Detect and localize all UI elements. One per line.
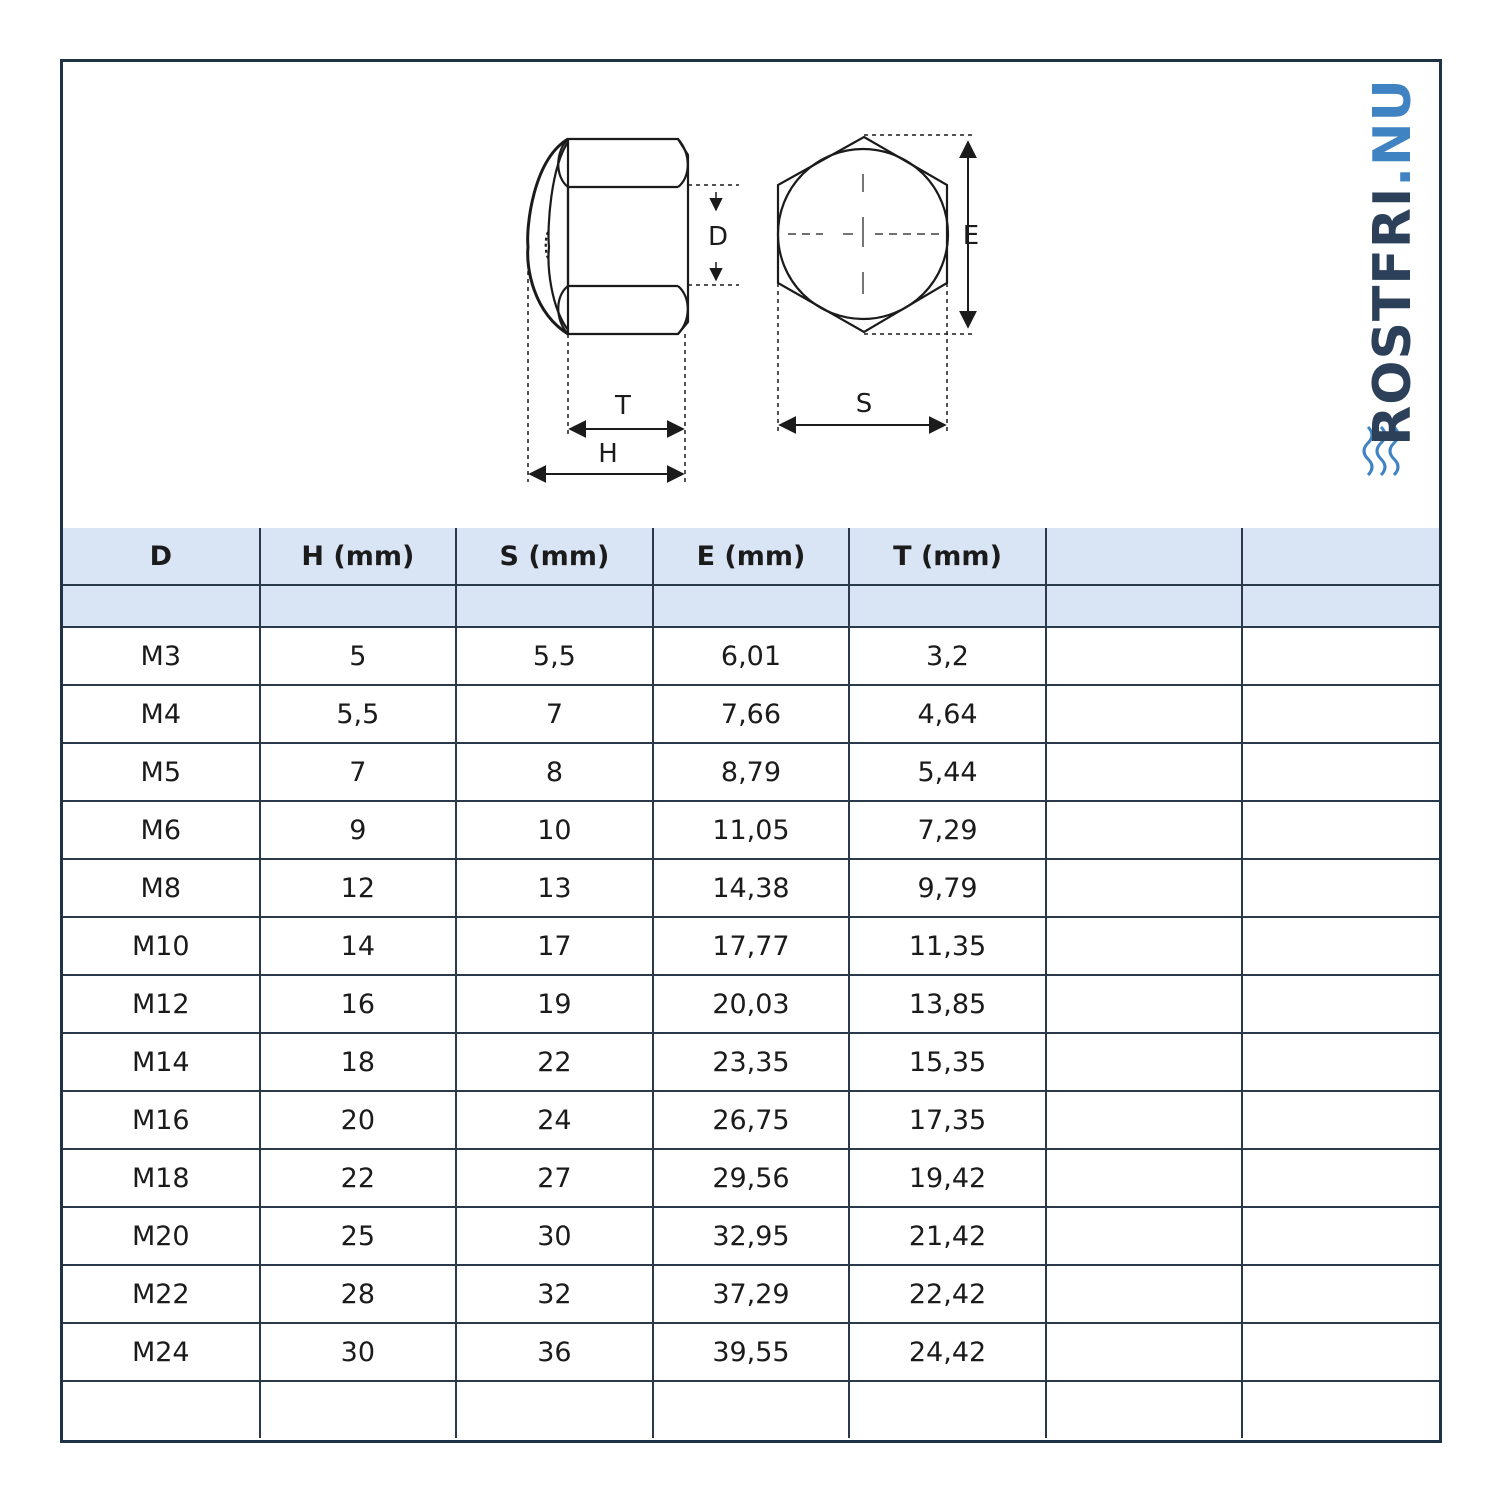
cell-blank-2: [1242, 743, 1439, 801]
side-view: [528, 139, 688, 334]
cap-nut-drawing: [63, 62, 1439, 528]
label-t: T: [615, 391, 631, 421]
cell-blank-1: [1046, 1033, 1243, 1091]
table-row: [63, 1265, 1439, 1323]
top-view: [778, 137, 948, 332]
cell-s: 8: [456, 743, 653, 801]
cell-d: M24: [63, 1323, 260, 1381]
cell-s: 17: [456, 917, 653, 975]
cell-d: M6: [63, 801, 260, 859]
header-d: D: [63, 528, 260, 585]
cell-e: 26,75: [653, 1091, 850, 1149]
cell-h: 7: [260, 743, 457, 801]
cell-s: 5,5: [456, 627, 653, 685]
subheader-cell: [456, 585, 653, 627]
cell-t: 11,35: [849, 917, 1046, 975]
table-body: [63, 627, 1439, 1438]
cell-blank-1: [1046, 859, 1243, 917]
cell-s: [456, 1381, 653, 1438]
cell-d: M8: [63, 859, 260, 917]
cell-t: 9,79: [849, 859, 1046, 917]
cell-s: 19: [456, 975, 653, 1033]
cell-blank-1: [1046, 917, 1243, 975]
cell-blank-2: [1242, 1149, 1439, 1207]
cell-blank-1: [1046, 801, 1243, 859]
table-row: [63, 1033, 1439, 1091]
cell-e: 7,66: [653, 685, 850, 743]
label-e: E: [962, 221, 980, 251]
table-subheader-row: [63, 585, 1439, 627]
label-d: D: [707, 222, 729, 252]
cell-h: 14: [260, 917, 457, 975]
cell-d: M22: [63, 1265, 260, 1323]
cell-blank-2: [1242, 1033, 1439, 1091]
cell-h: 12: [260, 859, 457, 917]
cell-blank-1: [1046, 1091, 1243, 1149]
table-row: [63, 1091, 1439, 1149]
header-s: S (mm): [456, 528, 653, 585]
cell-s: 10: [456, 801, 653, 859]
cell-blank-1: [1046, 685, 1243, 743]
cell-blank-2: [1242, 1381, 1439, 1438]
cell-h: 22: [260, 1149, 457, 1207]
cell-t: 24,42: [849, 1323, 1046, 1381]
cell-s: 30: [456, 1207, 653, 1265]
cell-blank-1: [1046, 1149, 1243, 1207]
table-header-row: [63, 528, 1439, 585]
label-s: S: [855, 389, 873, 419]
cell-t: 19,42: [849, 1149, 1046, 1207]
cell-e: 20,03: [653, 975, 850, 1033]
label-h: H: [598, 439, 618, 469]
cell-h: [260, 1381, 457, 1438]
cell-s: 7: [456, 685, 653, 743]
subheader-cell: [63, 585, 260, 627]
spec-sheet-frame: [60, 59, 1442, 1443]
cell-blank-1: [1046, 1381, 1243, 1438]
cell-t: 21,42: [849, 1207, 1046, 1265]
cell-s: 36: [456, 1323, 653, 1381]
cell-blank-2: [1242, 859, 1439, 917]
header-blank-1: [1046, 528, 1243, 585]
cell-e: 8,79: [653, 743, 850, 801]
cell-blank-2: [1242, 801, 1439, 859]
table-row: [63, 1149, 1439, 1207]
cell-t: 7,29: [849, 801, 1046, 859]
cell-h: 25: [260, 1207, 457, 1265]
cell-e: 29,56: [653, 1149, 850, 1207]
subheader-cell: [1046, 585, 1243, 627]
table-row: [63, 1207, 1439, 1265]
cap-nut-diagram: [63, 62, 1439, 528]
cell-s: 22: [456, 1033, 653, 1091]
cell-h: 30: [260, 1323, 457, 1381]
cell-h: 18: [260, 1033, 457, 1091]
table-row: [63, 801, 1439, 859]
cell-e: 17,77: [653, 917, 850, 975]
cell-blank-2: [1242, 1323, 1439, 1381]
cell-s: 27: [456, 1149, 653, 1207]
cell-h: 16: [260, 975, 457, 1033]
cell-blank-2: [1242, 917, 1439, 975]
cell-h: 5,5: [260, 685, 457, 743]
cell-s: 24: [456, 1091, 653, 1149]
cell-blank-1: [1046, 1265, 1243, 1323]
table-row: [63, 627, 1439, 685]
cell-d: M12: [63, 975, 260, 1033]
cell-h: 20: [260, 1091, 457, 1149]
cell-d: M3: [63, 627, 260, 685]
cell-t: 22,42: [849, 1265, 1046, 1323]
cell-d: M5: [63, 743, 260, 801]
header-t: T (mm): [849, 528, 1046, 585]
header-blank-2: [1242, 528, 1439, 585]
header-h: H (mm): [260, 528, 457, 585]
cell-blank-2: [1242, 1207, 1439, 1265]
cell-blank-1: [1046, 1323, 1243, 1381]
cell-t: 4,64: [849, 685, 1046, 743]
dimension-table: [63, 528, 1439, 1438]
cell-blank-1: [1046, 1207, 1243, 1265]
cell-t: 5,44: [849, 743, 1046, 801]
cell-blank-2: [1242, 1265, 1439, 1323]
cell-blank-2: [1242, 975, 1439, 1033]
cell-d: M18: [63, 1149, 260, 1207]
cell-h: 5: [260, 627, 457, 685]
cell-blank-1: [1046, 743, 1243, 801]
cell-t: 13,85: [849, 975, 1046, 1033]
subheader-cell: [653, 585, 850, 627]
cell-d: M10: [63, 917, 260, 975]
cell-e: 23,35: [653, 1033, 850, 1091]
table-row: [63, 743, 1439, 801]
table-row: [63, 1381, 1439, 1438]
logo: [1343, 78, 1443, 492]
subheader-cell: [849, 585, 1046, 627]
header-e: E (mm): [653, 528, 850, 585]
table-row: [63, 859, 1439, 917]
cell-e: 6,01: [653, 627, 850, 685]
cell-blank-2: [1242, 685, 1439, 743]
cell-blank-2: [1242, 627, 1439, 685]
logo-text-accent: .NU: [1363, 78, 1423, 187]
cell-h: 28: [260, 1265, 457, 1323]
cell-d: [63, 1381, 260, 1438]
cell-t: 15,35: [849, 1033, 1046, 1091]
cell-t: [849, 1381, 1046, 1438]
cell-d: M16: [63, 1091, 260, 1149]
cell-t: 17,35: [849, 1091, 1046, 1149]
subheader-cell: [260, 585, 457, 627]
cell-e: [653, 1381, 850, 1438]
cell-s: 13: [456, 859, 653, 917]
cell-d: M4: [63, 685, 260, 743]
table-row: [63, 917, 1439, 975]
cell-blank-1: [1046, 627, 1243, 685]
cell-blank-2: [1242, 1091, 1439, 1149]
cell-s: 32: [456, 1265, 653, 1323]
cell-e: 39,55: [653, 1323, 850, 1381]
logo-text-main: ROSTFRI: [1363, 186, 1423, 446]
cell-e: 37,29: [653, 1265, 850, 1323]
table-row: [63, 975, 1439, 1033]
cell-e: 14,38: [653, 859, 850, 917]
cell-t: 3,2: [849, 627, 1046, 685]
cell-e: 11,05: [653, 801, 850, 859]
subheader-cell: [1242, 585, 1439, 627]
cell-blank-1: [1046, 975, 1243, 1033]
cell-e: 32,95: [653, 1207, 850, 1265]
cell-d: M14: [63, 1033, 260, 1091]
cell-h: 9: [260, 801, 457, 859]
table-row: [63, 1323, 1439, 1381]
table-row: [63, 685, 1439, 743]
cell-d: M20: [63, 1207, 260, 1265]
